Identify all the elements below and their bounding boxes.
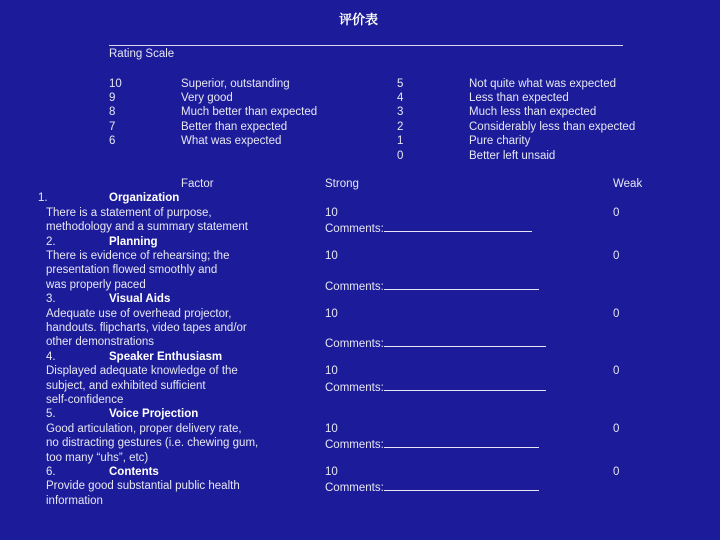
scale-text: Better left unsaid: [469, 150, 556, 162]
strong-score: 10: [325, 250, 338, 262]
factor-desc: Provide good substantial public health: [46, 480, 240, 492]
weak-score: 0: [613, 250, 620, 262]
comments-field[interactable]: [325, 220, 532, 236]
comments-field[interactable]: [325, 479, 539, 495]
scale-text: Much better than expected: [181, 106, 318, 118]
comments-line: [384, 479, 539, 491]
factor-number: 1.: [38, 192, 48, 204]
scale-text: What was expected: [181, 135, 282, 147]
comments-field[interactable]: [325, 278, 539, 294]
factor-desc: methodology and a summary statement: [46, 221, 248, 233]
comments-label: Comments:: [325, 281, 384, 293]
strong-score: 10: [325, 207, 338, 219]
comments-line: [384, 379, 546, 391]
factor-desc: handouts. flipcharts, video tapes and/or: [46, 322, 247, 334]
factor-desc: There is a statement of purpose,: [46, 207, 212, 219]
factor-name: Contents: [109, 466, 159, 478]
factor-desc: subject, and exhibited sufficient: [46, 380, 206, 392]
strong-header: Strong: [325, 178, 359, 190]
factor-name: Visual Aids: [109, 293, 171, 305]
scale-num: 1: [397, 135, 404, 147]
scale-text: Pure charity: [469, 135, 531, 147]
comments-label: Comments:: [325, 382, 384, 394]
scale-num: 7: [109, 121, 116, 133]
comments-label: Comments:: [325, 482, 384, 494]
rating-scale-label: Rating Scale: [109, 48, 175, 60]
strong-score: 10: [325, 423, 338, 435]
comments-label: Comments:: [325, 338, 384, 350]
factor-desc: was properly paced: [46, 279, 146, 291]
factor-name: Organization: [109, 192, 180, 204]
factor-name: Voice Projection: [109, 408, 199, 420]
scale-num: 2: [397, 121, 404, 133]
scale-num: 10: [109, 78, 122, 90]
strong-score: 10: [325, 308, 338, 320]
factor-number: 2.: [46, 236, 56, 248]
scale-num: 5: [397, 78, 404, 90]
scale-text: Much less than expected: [469, 106, 597, 118]
factor-number: 5.: [46, 408, 56, 420]
comments-line: [384, 220, 532, 232]
factor-desc: too many “uhs”, etc): [46, 452, 149, 464]
scale-text: Not quite what was expected: [469, 78, 617, 90]
factor-desc: information: [46, 495, 103, 507]
comments-field[interactable]: [325, 379, 546, 395]
title-divider: [109, 45, 623, 46]
scale-num: 8: [109, 106, 116, 118]
comments-label: Comments:: [325, 223, 384, 235]
weak-header: Weak: [613, 178, 643, 190]
page-title: 评价表: [339, 13, 379, 28]
factor-desc: Adequate use of overhead projector,: [46, 308, 232, 320]
factor-desc: Good articulation, proper delivery rate,: [46, 423, 242, 435]
scale-text: Considerably less than expected: [469, 121, 636, 133]
comments-field[interactable]: [325, 436, 539, 452]
factor-name: Speaker Enthusiasm: [109, 351, 223, 363]
weak-score: 0: [613, 423, 620, 435]
scale-text: Less than expected: [469, 92, 569, 104]
comments-line: [384, 278, 539, 290]
factor-desc: There is evidence of rehearsing; the: [46, 250, 230, 262]
strong-score: 10: [325, 466, 338, 478]
factor-desc: Displayed adequate knowledge of the: [46, 365, 238, 377]
factor-number: 4.: [46, 351, 56, 363]
factor-desc: no distracting gestures (i.e. chewing gum,: [46, 437, 259, 449]
scale-num: 9: [109, 92, 116, 104]
factor-desc: presentation flowed smoothly and: [46, 264, 218, 276]
comments-line: [384, 436, 539, 448]
scale-num: 3: [397, 106, 404, 118]
weak-score: 0: [613, 207, 620, 219]
factor-desc: other demonstrations: [46, 336, 155, 348]
weak-score: 0: [613, 466, 620, 478]
weak-score: 0: [613, 365, 620, 377]
scale-text: Better than expected: [181, 121, 288, 133]
scale-num: 0: [397, 150, 404, 162]
comments-label: Comments:: [325, 439, 384, 451]
weak-score: 0: [613, 308, 620, 320]
factor-name: Planning: [109, 236, 158, 248]
scale-text: Very good: [181, 92, 233, 104]
scale-text: Superior, outstanding: [181, 78, 290, 90]
strong-score: 10: [325, 365, 338, 377]
scale-num: 4: [397, 92, 404, 104]
factor-number: 6.: [46, 466, 56, 478]
scale-num: 6: [109, 135, 116, 147]
comments-line: [384, 335, 546, 347]
factor-desc: self-confidence: [46, 394, 124, 406]
factor-number: 3.: [46, 293, 56, 305]
factor-header: Factor: [181, 178, 214, 190]
comments-field[interactable]: [325, 335, 546, 351]
